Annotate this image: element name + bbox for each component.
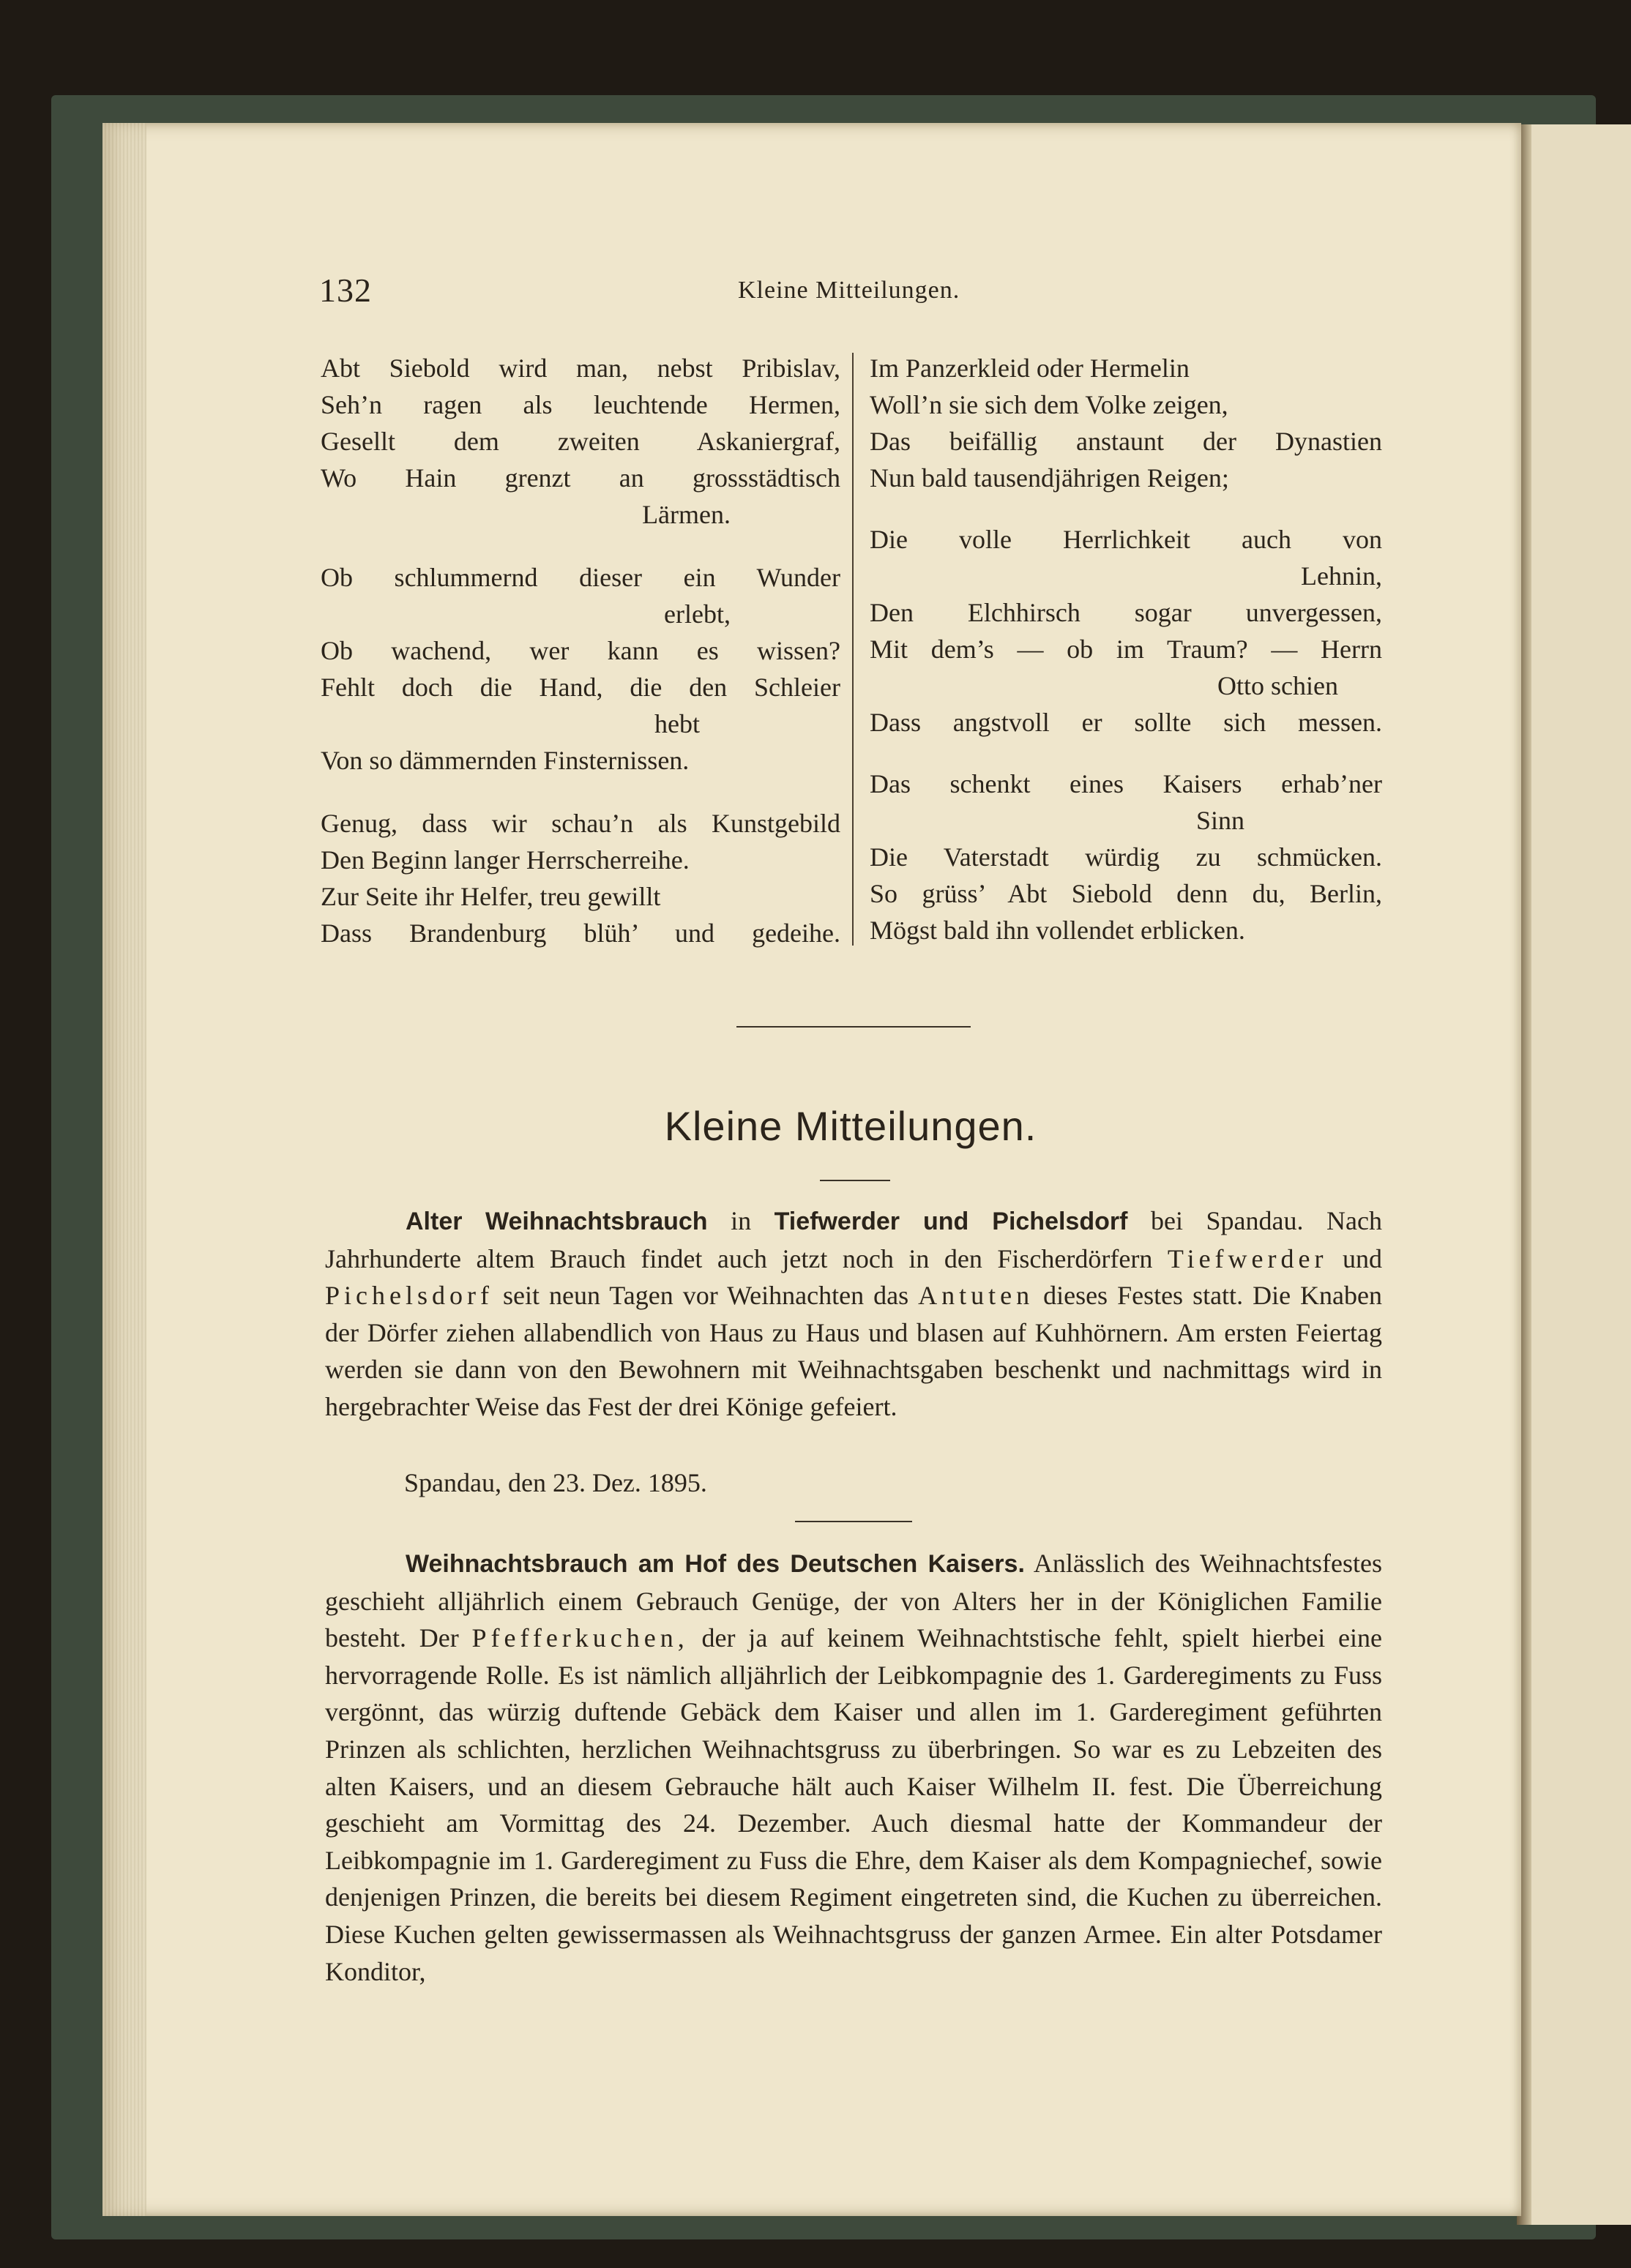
poem-line: Mögst bald ihn vollendet erblicken. [870, 916, 1245, 945]
poem-line: Ob schlummernd dieser ein Wunder [321, 563, 840, 592]
poem-line: Die Vaterstadt würdig zu schmücken. [870, 842, 1382, 872]
poem-line-continuation: hebt [654, 709, 700, 738]
poem-line: Woll’n sie sich dem Volke zeigen, [870, 390, 1228, 419]
article-paragraph: Alter Weihnachtsbrauch in Tiefwerder und Pichelsdorf bei Spandau. Nach Jahrhunderte altem Brauch findet auch jetzt noch in den Fischerdörfern Tiefwerder und Pichelsdorf seit neun Tagen vor Weihnachten das Antuten dieses Festes statt. Die Knaben der Dörfer ziehen allabendlich von Haus zu Haus und blasen auf Kuhhörnern. Am ersten Feiertag werden sie dann von den Bewohnern mit Weihnachtsgaben beschenkt und nachmittags wird in hergebrachter Weise das Fest der drei Könige gefeiert. [325, 1206, 1383, 1421]
poem-line-continuation: Otto schien [1217, 671, 1338, 700]
running-head [319, 271, 1382, 315]
poem-line: Dass Brandenburg blüh’ und gedeihe. [321, 918, 840, 948]
article-kaiser [325, 1545, 1382, 1990]
poem-line: Dass angstvoll er sollte sich messen. [870, 708, 1382, 737]
poem-line: Den Elchhirsch sogar unvergessen, [870, 598, 1382, 627]
article-tiefwerder [325, 1202, 1382, 1426]
poem-line-continuation: Sinn [1195, 806, 1244, 835]
poem-line: Von so dämmernden Finsternissen. [321, 746, 690, 775]
poem-line: Den Beginn langer Herrscherreihe. [321, 845, 690, 875]
poem-line-continuation: Lärmen. [642, 500, 731, 529]
page-stack-edges [102, 123, 146, 2216]
poem-line-continuation: erlebt, [664, 599, 731, 629]
poem-line: Im Panzerkleid oder Hermelin [870, 353, 1190, 383]
page-number: 132 [319, 272, 372, 309]
poem-line: Seh’n ragen als leuchtende Hermen, [321, 390, 840, 419]
column-divider [852, 353, 854, 946]
poem-line: Abt Siebold wird man, nebst Pribislav, [321, 353, 840, 383]
poem-line-continuation: Lehnin, [1301, 561, 1382, 591]
poem-line: Das schenkt eines Kaisers erhab’ner [870, 769, 1382, 798]
poem-column-right [870, 350, 1382, 948]
poem-line: Ob wachend, wer kann es wissen? [321, 636, 840, 665]
poem-line: Wo Hain grenzt an grossstädtisch [321, 463, 840, 493]
poem-line: Die volle Herrlichkeit auch von [870, 525, 1382, 554]
article-paragraph: Weihnachtsbrauch am Hof des Deutschen Kaisers. Anlässlich des Weihnachtsfestes geschieht alljährlich einem Gebrauch Genüge, der von Alters her in der Königlichen Familie besteht. Der Pfefferkuchen, der ja auf keinem Weihnachtstische fehlt, spielt hierbei eine hervorragende Rolle. Es ist nämlich alljährlich der Leibkompagnie des 1. Garderegiments zu Fuss vergönnt, das würzig duftende Gebäck dem Kaiser und allen im 1. Garderegiment geführten Prinzen als schlichten, herzlichen Weihnachtsgruss zu überbringen. So war es zu Lebzeiten des alten Kaisers, und an diesem Gebrauche hält auch Kaiser Wilhelm II. fest. Die Überreichung geschieht am Vormittag des 24. Dezember. Auch diesmal hatte der Kommandeur der Leibkompagnie im 1. Garderegiment zu Fuss die Ehre, dem Kaiser als dem Kompagniechef, sowie denjenigen Prinzen, die bereits bei diesem Regiment eingetreten sind, die Kuchen zu überreichen. Diese Kuchen gelten gewissermassen als Weihnachtsgruss der ganzen Armee. Ein alter Potsdamer Konditor, [325, 1549, 1382, 1986]
poem-line: Mit dem’s — ob im Traum? — Herrn [870, 635, 1382, 664]
section-divider-rule [736, 1026, 971, 1028]
poem-line: Zur Seite ihr Helfer, treu gewillt [321, 882, 661, 911]
facing-page-edge [1523, 124, 1631, 2225]
poem-line: Genug, dass wir schau’n als Kunstgebild [321, 809, 840, 838]
poem-line: Gesellt dem zweiten Askaniergraf, [321, 427, 840, 456]
poem-line: Das beifällig anstaunt der Dynastien [870, 427, 1382, 456]
poem-line: So grüss’ Abt Siebold denn du, Berlin, [870, 879, 1382, 908]
dateline: Spandau, den 23. Dez. 1895. [404, 1468, 707, 1497]
section-title: Kleine Mitteilungen. [664, 1103, 1037, 1149]
running-title: Kleine Mitteilungen. [738, 277, 960, 304]
poem-column-left [321, 350, 840, 951]
poem-line: Nun bald tausendjährigen Reigen; [870, 463, 1229, 493]
article-divider-rule [795, 1521, 912, 1522]
title-underline-rule [820, 1180, 890, 1181]
poem-line: Fehlt doch die Hand, die den Schleier [321, 673, 840, 702]
